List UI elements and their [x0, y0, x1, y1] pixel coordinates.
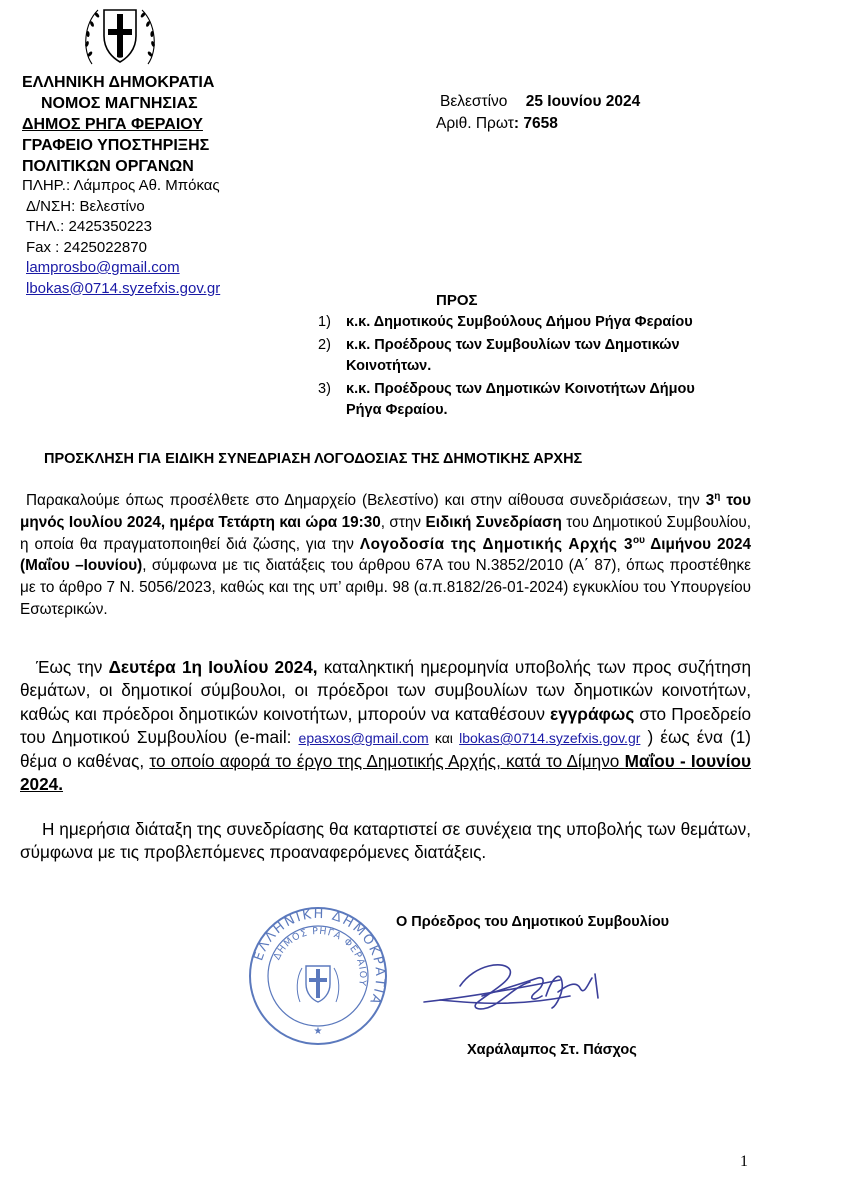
header-office-2: ΠΟΛΙΤΙΚΩΝ ΟΡΓΑΝΩΝ	[22, 158, 194, 175]
svg-text:★: ★	[313, 1026, 323, 1037]
page-number: 1	[740, 1153, 748, 1170]
issuer-header	[22, 72, 282, 177]
agenda-paragraph: Η ημερήσια διάταξη της συνεδρίασης θα καταρτιστεί σε συνέχεια της υποβολής των θεμάτων, σύμφωνα με τις προβλεπόμενες προαναφερόμενες διατάξεις.	[20, 819, 751, 863]
date-line	[440, 93, 640, 111]
coat-of-arms-emblem	[78, 2, 162, 68]
recipients-list	[318, 312, 788, 421]
contact-person: ΠΛΗΡ.: Λάμπρος Αθ. Μπόκας	[22, 177, 220, 194]
contact-info	[22, 176, 302, 299]
recipient-number: 3)	[318, 381, 331, 397]
recipient-text: κ.κ. Προέδρους των Συμβουλίων των Δημοτικών Κοινοτήτων.	[346, 337, 680, 374]
recipients-label: ΠΡΟΣ	[436, 292, 478, 309]
header-municipality: ΔΗΜΟΣ ΡΗΓΑ ΦΕΡΑΙΟΥ	[22, 116, 203, 133]
recipient-item	[318, 335, 788, 377]
signature-role: Ο Πρόεδρος του Δημοτικού Συμβουλίου	[396, 914, 670, 930]
contact-phone: ΤΗΛ.: 2425350223	[26, 218, 152, 235]
protocol-number: : 7658	[513, 115, 558, 132]
email-link-lbokas[interactable]: lbokas@0714.syzefxis.gov.gr	[459, 729, 641, 746]
recipient-text: κ.κ. Δημοτικούς Συμβούλους Δήμου Ρήγα Φεραίου	[346, 314, 693, 330]
contact-email-link-2[interactable]: lbokas@0714.syzefxis.gov.gr	[26, 279, 221, 297]
contact-email-link-1[interactable]: lamprosbo@gmail.com	[26, 259, 180, 276]
email-link-epasxos[interactable]: epasxos@gmail.com	[298, 729, 429, 746]
protocol-label: Αριθ. Πρωτ	[436, 115, 514, 132]
date-value: 25 Ιουνίου 2024	[525, 93, 641, 110]
document-title: ΠΡΟΣΚΛΗΣΗ ΓΙΑ ΕΙΔΙΚΗ ΣΥΝΕΔΡΙΑΣΗ ΛΟΓΟΔΟΣΙΑΣ ΤΗΣ ΔΗΜΟΤΙΚΗΣ ΑΡΧΗΣ	[44, 451, 583, 467]
recipient-number: 1)	[318, 314, 331, 330]
invitation-paragraph: Παρακαλούμε όπως προσέλθετε στο Δημαρχείο (Βελεστίνο) και στην αίθουσα συνεδριάσεων, την $3^\eta$ του μηνός Ιουλίου 2024, ημέρα Τετάρτη και ώρα 19:30, στην Ειδική Συνεδρίαση του Δημοτικού Συμβουλίου, η οποία θα πραγματοποιηθεί διά ζώσης, για την Λογοδοσία της Δημοτικής Αρχής $3^{o\upsilon}$ Διμήνου 2024 (Μαΐου –Ιουνίου), σύμφωνα με τις διατάξεις του άρθρου 67Α του Ν.3852/2010 (Α΄ 87), όπως προστέθηκε με το άρθρο 7 Ν. 5056/2023, καθώς και της υπ’ αριθμ. 98 (α.π.8182/26-01-2024) εγκυκλίου του Υπουργείου Εσωτερικών.	[20, 491, 752, 618]
protocol-line	[436, 115, 558, 133]
date-place: Βελεστίνο	[440, 93, 508, 110]
recipient-number: 2)	[318, 337, 331, 353]
deadline-paragraph: Έως την Δευτέρα 1η Ιουλίου 2024, καταληκτική ημερομηνία υποβολής των προς συζήτηση θεμάτων, οι δημοτικοί σύμβουλοι, οι πρόεδροι των συμβουλίων των δημοτικών κοινοτήτων, καθώς και πρόεδροι δημοτικών κοινοτήτων, μπορούν να καταθέσουν εγγράφως στο Προεδρείο του Δημοτικού Συμβουλίου (e-mail: epasxos@gmail.com και lbokas@0714.syzefxis.gov.gr ) έως ένα (1) θέμα ο καθένας, το οποίο αφορά το έργο της Δημοτικής Αρχής, κατά το Δίμηνο Μαΐου - Ιουνίου 2024.	[20, 657, 752, 795]
recipient-item	[318, 379, 788, 421]
recipient-text: κ.κ. Προέδρους των Δημοτικών Κοινοτήτων Δήμου Ρήγα Φεραίου.	[346, 381, 695, 418]
recipient-item	[318, 312, 788, 333]
handwritten-signature	[420, 956, 620, 1036]
signatory-name: Χαράλαμπος Στ. Πάσχος	[467, 1042, 637, 1058]
contact-address: Δ/ΝΣΗ: Βελεστίνο	[26, 197, 145, 215]
header-republic: ΕΛΛΗΝΙΚΗ ΔΗΜΟΚΡΑΤΙΑ	[22, 74, 215, 91]
contact-fax: Fax : 2425022870	[26, 238, 147, 256]
official-stamp	[248, 906, 388, 1046]
header-prefecture: ΝΟΜΟΣ ΜΑΓΝΗΣΙΑΣ	[41, 95, 198, 112]
svg-text:ΕΛΛΗΝΙΚΗ ΔΗΜΟΚΡΑΤΙΑ: ΕΛΛΗΝΙΚΗ ΔΗΜΟΚΡΑΤΙΑ	[251, 906, 388, 1008]
header-office: ΓΡΑΦΕΙΟ ΥΠΟΣΤΗΡΙΞΗΣ	[22, 137, 210, 154]
svg-text:ΔΗΜΟΣ ΡΗΓΑ ΦΕΡΑΙΟΥ: ΔΗΜΟΣ ΡΗΓΑ ΦΕΡΑΙΟΥ	[271, 925, 369, 988]
